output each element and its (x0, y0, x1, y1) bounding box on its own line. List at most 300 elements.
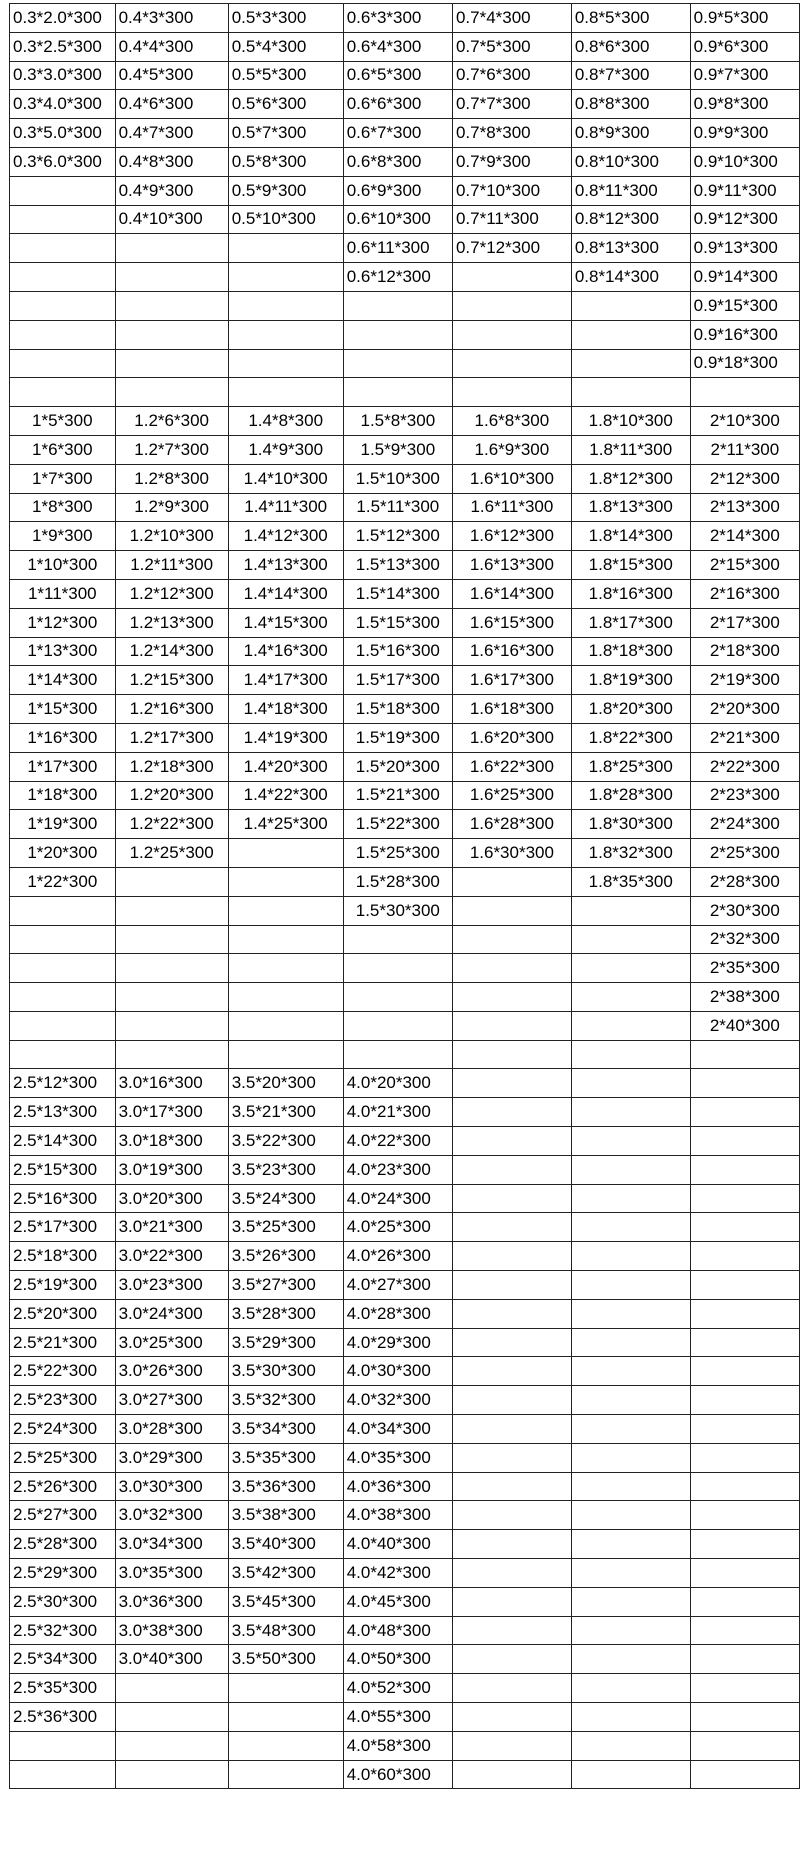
table-cell (571, 925, 690, 954)
table-cell (452, 954, 571, 983)
table-cell: 1*7*300 (10, 464, 116, 493)
table-row (10, 147, 800, 176)
table-cell: 1*17*300 (10, 752, 116, 781)
table-cell: 3.0*36*300 (115, 1587, 228, 1616)
table-cell: 4.0*50*300 (343, 1645, 452, 1674)
table-cell (115, 378, 228, 407)
table-cell: 1.6*12*300 (452, 522, 571, 551)
table-cell (571, 1530, 690, 1559)
table-cell: 2*24*300 (690, 810, 799, 839)
table-cell (452, 1213, 571, 1242)
table-cell: 3.0*29*300 (115, 1443, 228, 1472)
table-cell: 0.8*7*300 (571, 61, 690, 90)
table-cell (10, 176, 116, 205)
table-cell: 1.4*18*300 (228, 695, 343, 724)
table-row (10, 176, 800, 205)
table-cell (452, 1386, 571, 1415)
table-cell (690, 1271, 799, 1300)
table-cell: 0.9*12*300 (690, 205, 799, 234)
table-cell: 4.0*34*300 (343, 1415, 452, 1444)
table-cell: 1.8*20*300 (571, 695, 690, 724)
table-cell (115, 1674, 228, 1703)
table-cell: 1*14*300 (10, 666, 116, 695)
table-row (10, 695, 800, 724)
table-cell (452, 1559, 571, 1588)
table-cell (452, 349, 571, 378)
table-cell: 1.6*25*300 (452, 781, 571, 810)
table-row (10, 954, 800, 983)
table-cell (571, 1328, 690, 1357)
table-cell (115, 983, 228, 1012)
table-cell: 1.8*35*300 (571, 867, 690, 896)
table-cell (228, 291, 343, 320)
table-cell: 1.5*19*300 (343, 723, 452, 752)
table-cell: 2.5*15*300 (10, 1155, 116, 1184)
table-cell (452, 867, 571, 896)
table-row (10, 378, 800, 407)
table-row (10, 1472, 800, 1501)
table-cell: 4.0*58*300 (343, 1731, 452, 1760)
table-cell: 0.9*9*300 (690, 119, 799, 148)
table-cell (690, 1674, 799, 1703)
table-cell: 2*22*300 (690, 752, 799, 781)
table-cell: 2*38*300 (690, 983, 799, 1012)
table-cell (452, 1472, 571, 1501)
table-cell: 0.7*10*300 (452, 176, 571, 205)
table-row (10, 867, 800, 896)
table-cell: 1*8*300 (10, 493, 116, 522)
table-cell (571, 1415, 690, 1444)
table-cell: 0.6*8*300 (343, 147, 452, 176)
table-cell (571, 1040, 690, 1069)
table-cell (343, 378, 452, 407)
table-cell (115, 263, 228, 292)
table-cell: 3.0*38*300 (115, 1616, 228, 1645)
table-cell (571, 1501, 690, 1530)
table-cell: 2*13*300 (690, 493, 799, 522)
table-cell: 0.9*10*300 (690, 147, 799, 176)
table-cell: 3.5*32*300 (228, 1386, 343, 1415)
table-cell: 0.5*3*300 (228, 4, 343, 33)
table-cell: 1*10*300 (10, 551, 116, 580)
table-cell: 1.5*9*300 (343, 435, 452, 464)
table-cell: 3.0*26*300 (115, 1357, 228, 1386)
table-row (10, 723, 800, 752)
table-cell (571, 1386, 690, 1415)
table-cell: 0.8*9*300 (571, 119, 690, 148)
table-cell: 1.8*22*300 (571, 723, 690, 752)
table-cell (571, 954, 690, 983)
table-cell: 0.6*7*300 (343, 119, 452, 148)
table-cell: 2*12*300 (690, 464, 799, 493)
table-cell: 3.0*17*300 (115, 1098, 228, 1127)
table-cell: 1.5*30*300 (343, 896, 452, 925)
table-cell: 0.7*5*300 (452, 32, 571, 61)
table-cell: 3.5*45*300 (228, 1587, 343, 1616)
table-cell (228, 1011, 343, 1040)
table-cell: 1*6*300 (10, 435, 116, 464)
table-cell (690, 1731, 799, 1760)
table-cell: 3.0*20*300 (115, 1184, 228, 1213)
table-cell: 1.5*10*300 (343, 464, 452, 493)
table-cell (690, 1559, 799, 1588)
table-cell: 0.7*8*300 (452, 119, 571, 148)
table-cell: 1*13*300 (10, 637, 116, 666)
table-cell: 4.0*29*300 (343, 1328, 452, 1357)
table-cell: 3.5*23*300 (228, 1155, 343, 1184)
table-cell: 2.5*18*300 (10, 1242, 116, 1271)
table-cell: 3.0*24*300 (115, 1299, 228, 1328)
table-cell: 1.2*15*300 (115, 666, 228, 695)
table-cell (571, 1213, 690, 1242)
table-cell: 0.4*7*300 (115, 119, 228, 148)
table-cell (452, 983, 571, 1012)
table-cell (228, 320, 343, 349)
table-row (10, 1674, 800, 1703)
table-cell: 0.8*11*300 (571, 176, 690, 205)
table-cell (571, 1645, 690, 1674)
table-cell: 1.8*15*300 (571, 551, 690, 580)
table-row (10, 1127, 800, 1156)
table-row (10, 119, 800, 148)
table-row (10, 1530, 800, 1559)
table-cell: 1.6*28*300 (452, 810, 571, 839)
table-cell (452, 1271, 571, 1300)
table-cell (690, 1587, 799, 1616)
table-cell (228, 1760, 343, 1789)
table-cell: 1.8*16*300 (571, 579, 690, 608)
table-cell: 1.2*10*300 (115, 522, 228, 551)
table-row (10, 263, 800, 292)
table-row (10, 983, 800, 1012)
table-cell: 1.8*28*300 (571, 781, 690, 810)
table-cell: 4.0*35*300 (343, 1443, 452, 1472)
table-cell: 3.0*16*300 (115, 1069, 228, 1098)
table-cell (452, 925, 571, 954)
table-cell (571, 1703, 690, 1732)
table-cell: 0.5*9*300 (228, 176, 343, 205)
table-cell (10, 349, 116, 378)
table-cell (115, 1040, 228, 1069)
table-cell: 3.5*34*300 (228, 1415, 343, 1444)
table-row (10, 1501, 800, 1530)
table-cell (690, 1040, 799, 1069)
table-cell (452, 1645, 571, 1674)
table-cell: 2.5*23*300 (10, 1386, 116, 1415)
table-cell: 4.0*60*300 (343, 1760, 452, 1789)
table-cell: 0.8*10*300 (571, 147, 690, 176)
table-row (10, 1069, 800, 1098)
table-cell (690, 1127, 799, 1156)
table-row (10, 1213, 800, 1242)
table-cell (452, 1760, 571, 1789)
table-cell (690, 1645, 799, 1674)
table-cell: 0.3*2.5*300 (10, 32, 116, 61)
table-cell: 1.6*10*300 (452, 464, 571, 493)
table-cell (228, 896, 343, 925)
table-cell: 0.6*4*300 (343, 32, 452, 61)
table-cell: 2.5*27*300 (10, 1501, 116, 1530)
table-cell (571, 896, 690, 925)
table-cell (452, 1415, 571, 1444)
table-cell (115, 234, 228, 263)
table-cell: 0.6*6*300 (343, 90, 452, 119)
table-cell: 1*19*300 (10, 810, 116, 839)
table-cell: 1.6*17*300 (452, 666, 571, 695)
table-cell: 3.0*27*300 (115, 1386, 228, 1415)
table-cell: 1.5*16*300 (343, 637, 452, 666)
table-cell: 3.5*38*300 (228, 1501, 343, 1530)
table-cell (571, 983, 690, 1012)
table-cell: 1.8*13*300 (571, 493, 690, 522)
table-cell: 1.2*13*300 (115, 608, 228, 637)
table-cell: 1.5*11*300 (343, 493, 452, 522)
table-row (10, 839, 800, 868)
table-cell (343, 983, 452, 1012)
table-cell: 0.8*5*300 (571, 4, 690, 33)
table-row (10, 1386, 800, 1415)
table-cell: 1.5*25*300 (343, 839, 452, 868)
table-cell: 0.7*12*300 (452, 234, 571, 263)
table-cell: 0.5*8*300 (228, 147, 343, 176)
table-cell: 4.0*45*300 (343, 1587, 452, 1616)
table-cell: 2*16*300 (690, 579, 799, 608)
table-cell: 0.6*5*300 (343, 61, 452, 90)
table-cell: 2.5*22*300 (10, 1357, 116, 1386)
table-cell: 2*10*300 (690, 407, 799, 436)
table-cell: 2*23*300 (690, 781, 799, 810)
table-cell: 0.8*13*300 (571, 234, 690, 263)
table-cell: 3.0*34*300 (115, 1530, 228, 1559)
table-cell (452, 1501, 571, 1530)
table-cell: 4.0*42*300 (343, 1559, 452, 1588)
table-cell: 1.6*14*300 (452, 579, 571, 608)
table-row (10, 1040, 800, 1069)
table-cell: 1.5*13*300 (343, 551, 452, 580)
table-cell: 3.0*35*300 (115, 1559, 228, 1588)
table-cell: 4.0*21*300 (343, 1098, 452, 1127)
table-cell (10, 291, 116, 320)
table-row (10, 1415, 800, 1444)
table-cell (690, 1415, 799, 1444)
table-cell (452, 896, 571, 925)
table-cell: 4.0*24*300 (343, 1184, 452, 1213)
spec-table-body (10, 4, 800, 1789)
table-cell: 0.3*4.0*300 (10, 90, 116, 119)
table-cell: 1.8*18*300 (571, 637, 690, 666)
table-cell (690, 1616, 799, 1645)
table-cell (228, 839, 343, 868)
table-cell: 2.5*29*300 (10, 1559, 116, 1588)
table-cell: 1.5*17*300 (343, 666, 452, 695)
table-cell: 3.0*22*300 (115, 1242, 228, 1271)
table-cell: 0.9*6*300 (690, 32, 799, 61)
table-cell (115, 1703, 228, 1732)
table-cell: 3.5*24*300 (228, 1184, 343, 1213)
table-cell (10, 983, 116, 1012)
table-row (10, 810, 800, 839)
table-cell (571, 1271, 690, 1300)
table-cell (115, 1011, 228, 1040)
table-cell: 1.4*13*300 (228, 551, 343, 580)
table-row (10, 666, 800, 695)
table-cell: 1.8*12*300 (571, 464, 690, 493)
table-cell (452, 1357, 571, 1386)
table-cell: 3.0*32*300 (115, 1501, 228, 1530)
table-cell: 1.5*20*300 (343, 752, 452, 781)
table-cell (115, 320, 228, 349)
table-cell: 2.5*26*300 (10, 1472, 116, 1501)
table-cell: 4.0*48*300 (343, 1616, 452, 1645)
table-cell (571, 1357, 690, 1386)
table-cell: 0.6*9*300 (343, 176, 452, 205)
table-cell (690, 1299, 799, 1328)
table-cell: 0.7*11*300 (452, 205, 571, 234)
table-cell: 0.9*14*300 (690, 263, 799, 292)
table-cell: 2*11*300 (690, 435, 799, 464)
table-row (10, 1328, 800, 1357)
table-cell (690, 1443, 799, 1472)
table-cell (452, 1184, 571, 1213)
table-cell: 1.2*8*300 (115, 464, 228, 493)
table-cell: 3.5*42*300 (228, 1559, 343, 1588)
table-cell (452, 263, 571, 292)
table-cell: 3.5*25*300 (228, 1213, 343, 1242)
table-cell (228, 1040, 343, 1069)
table-cell: 0.5*10*300 (228, 205, 343, 234)
table-cell: 0.3*6.0*300 (10, 147, 116, 176)
table-cell (452, 291, 571, 320)
table-cell: 1.8*10*300 (571, 407, 690, 436)
table-cell: 1.2*20*300 (115, 781, 228, 810)
table-cell (452, 1703, 571, 1732)
table-cell: 4.0*28*300 (343, 1299, 452, 1328)
table-cell: 0.9*11*300 (690, 176, 799, 205)
table-row (10, 291, 800, 320)
table-cell: 0.6*12*300 (343, 263, 452, 292)
table-row (10, 1616, 800, 1645)
table-cell: 3.5*22*300 (228, 1127, 343, 1156)
table-cell: 2.5*35*300 (10, 1674, 116, 1703)
table-cell: 1*5*300 (10, 407, 116, 436)
table-cell (690, 1760, 799, 1789)
table-cell: 2.5*36*300 (10, 1703, 116, 1732)
table-cell: 1.2*18*300 (115, 752, 228, 781)
table-cell (343, 291, 452, 320)
table-cell: 0.9*5*300 (690, 4, 799, 33)
table-row (10, 90, 800, 119)
table-cell: 4.0*23*300 (343, 1155, 452, 1184)
table-cell: 4.0*32*300 (343, 1386, 452, 1415)
table-row (10, 320, 800, 349)
table-cell: 1*16*300 (10, 723, 116, 752)
table-cell: 4.0*40*300 (343, 1530, 452, 1559)
table-cell: 1*11*300 (10, 579, 116, 608)
table-cell (115, 1731, 228, 1760)
table-cell (228, 234, 343, 263)
table-cell (571, 1587, 690, 1616)
table-row (10, 61, 800, 90)
table-cell: 1.6*18*300 (452, 695, 571, 724)
table-row (10, 896, 800, 925)
table-cell (228, 867, 343, 896)
table-cell (452, 1098, 571, 1127)
table-cell: 2*21*300 (690, 723, 799, 752)
table-cell: 3.0*18*300 (115, 1127, 228, 1156)
table-cell (571, 1242, 690, 1271)
table-cell: 0.6*11*300 (343, 234, 452, 263)
table-cell (452, 1443, 571, 1472)
table-row (10, 349, 800, 378)
table-cell: 1.8*19*300 (571, 666, 690, 695)
table-row (10, 925, 800, 954)
table-cell: 1.5*15*300 (343, 608, 452, 637)
table-cell: 2.5*17*300 (10, 1213, 116, 1242)
table-cell: 0.4*9*300 (115, 176, 228, 205)
table-cell: 3.0*40*300 (115, 1645, 228, 1674)
table-cell (690, 1242, 799, 1271)
table-cell: 3.5*48*300 (228, 1616, 343, 1645)
table-cell (452, 1127, 571, 1156)
table-cell: 0.4*8*300 (115, 147, 228, 176)
table-row (10, 1184, 800, 1213)
table-cell: 1.8*17*300 (571, 608, 690, 637)
table-cell: 2.5*24*300 (10, 1415, 116, 1444)
table-cell: 0.8*8*300 (571, 90, 690, 119)
table-cell: 2.5*34*300 (10, 1645, 116, 1674)
table-cell: 1.5*18*300 (343, 695, 452, 724)
table-row (10, 1443, 800, 1472)
table-cell: 1.6*13*300 (452, 551, 571, 580)
table-row (10, 1271, 800, 1300)
table-row (10, 1760, 800, 1789)
table-cell (690, 1501, 799, 1530)
table-row (10, 1299, 800, 1328)
table-cell: 2.5*32*300 (10, 1616, 116, 1645)
table-cell: 3.5*36*300 (228, 1472, 343, 1501)
table-cell: 1.2*25*300 (115, 839, 228, 868)
table-cell (571, 1731, 690, 1760)
table-cell: 1.6*30*300 (452, 839, 571, 868)
table-cell: 1.6*15*300 (452, 608, 571, 637)
table-cell (10, 263, 116, 292)
table-row (10, 1242, 800, 1271)
table-cell (571, 1674, 690, 1703)
table-cell (343, 954, 452, 983)
table-cell: 4.0*38*300 (343, 1501, 452, 1530)
table-cell (10, 320, 116, 349)
table-cell (571, 1472, 690, 1501)
table-row (10, 4, 800, 33)
table-cell: 1.2*14*300 (115, 637, 228, 666)
table-cell: 0.3*3.0*300 (10, 61, 116, 90)
table-cell (452, 1674, 571, 1703)
table-cell (228, 349, 343, 378)
table-cell (571, 1069, 690, 1098)
table-cell (571, 1760, 690, 1789)
table-cell (228, 983, 343, 1012)
table-cell: 1.8*30*300 (571, 810, 690, 839)
table-row (10, 551, 800, 580)
table-cell (228, 378, 343, 407)
table-cell: 0.4*10*300 (115, 205, 228, 234)
table-cell: 0.8*14*300 (571, 263, 690, 292)
table-cell (228, 1674, 343, 1703)
table-cell (452, 1616, 571, 1645)
table-cell: 1.4*14*300 (228, 579, 343, 608)
table-cell: 0.5*7*300 (228, 119, 343, 148)
table-cell: 0.7*7*300 (452, 90, 571, 119)
